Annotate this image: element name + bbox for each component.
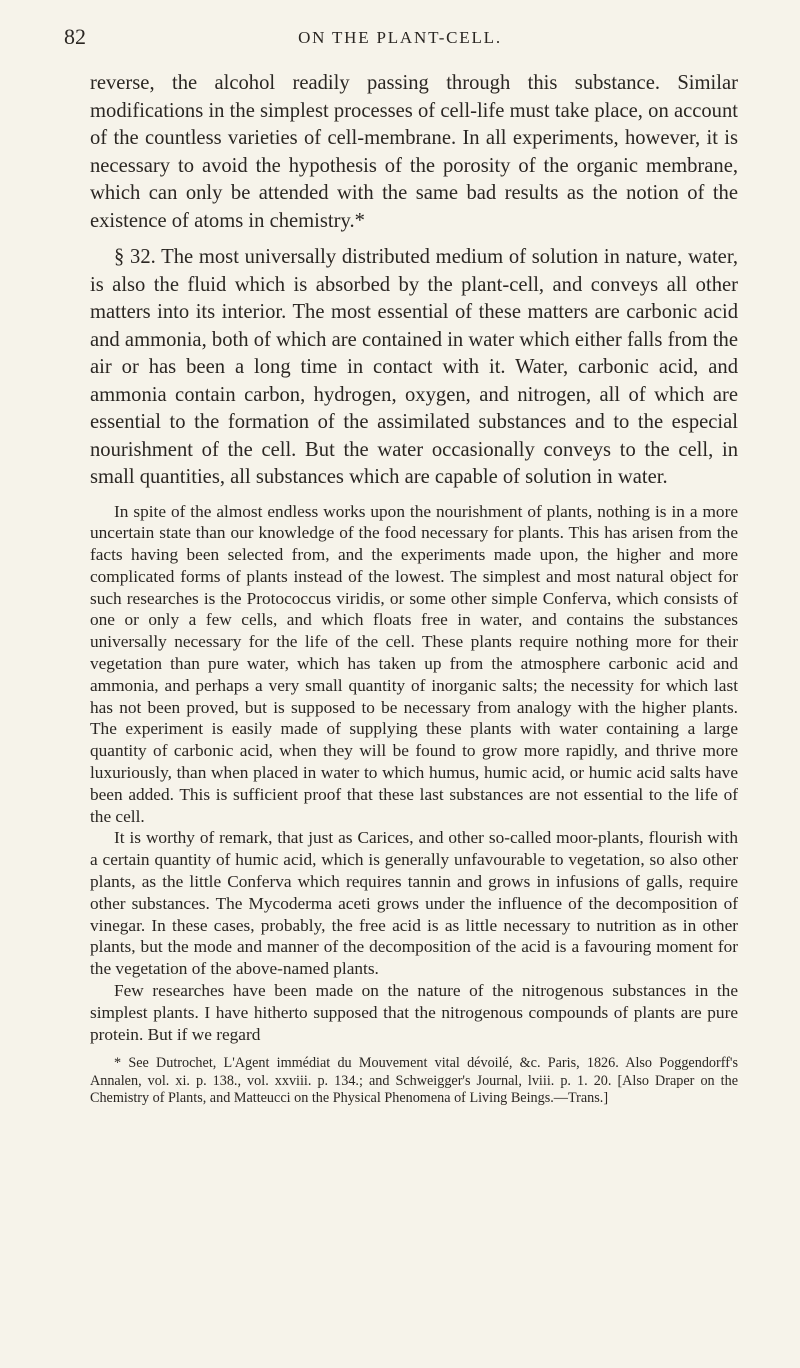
paragraph-continued: reverse, the alcohol readily passing through this substance. Similar modifications in the simplest processes of cell-life must take place, on account of the countless varieties of cell-membrane. In all experiments, however, it is necessary to avoid the hypothesis of the porosity of the organic membrane, which can only be attended with the same bad results as the notion of the existence of atoms in chemistry.* bbox=[90, 72, 738, 232]
paragraph-section-32: § 32. The most universally distributed medium of solution in nature, water, is also the fluid which is absorbed by the plant-cell, and conveys all other matters into its interior. The most essential of these matters are carbonic acid and ammonia, both of which are contained in water which either falls from the air or has been a long time in contact with it. Water, carbonic acid, and ammonia contain carbon, hydrogen, oxygen, and nitrogen, all of which are essential to the formation of the assimilated substances and to the especial nourishment of the cell. But the water occasionally conveys to the cell, in small quantities, all substances which are capable of solution in water. bbox=[90, 246, 738, 488]
running-title: ON THE PLANT-CELL. bbox=[298, 28, 502, 47]
paragraph-small-print-moor-plants: It is worthy of remark, that just as Carices, and other so-called moor-plants, flourish with a certain quantity of humic acid, which is generally unfavourable to vegetation, so also other plants, as the little Conferva which requires tannin and grows in infusions of galls, require other substances. The Mycoderma aceti grows under the influence of the decomposition of vinegar. In these cases, probably, the free acid is as little necessary to nutrition as in other plants, but the mode and manner of the decomposition of the acid is a favouring moment for the vegetation of the above-named plants. bbox=[90, 828, 738, 979]
paragraph-small-print-nitrogenous: Few researches have been made on the nature of the nitrogenous substances in the simplest plants. I have hitherto supposed that the nitrogenous compounds of plants are pure protein. But if we regard bbox=[90, 981, 738, 1044]
paragraph-small-print-nourishment: In spite of the almost endless works upon the nourishment of plants, nothing is in a more uncertain state than our knowledge of the food necessary for plants. This has arisen from the facts having been selected from, and the experiments made upon, the higher and more complicated forms of plants instead of the lowest. The simplest and most natural object for such researches is the Protococcus viridis, or some other simple Conferva, which consists of one or only a few cells, and which floats free in water, and contains the substances universally necessary for the life of the cell. These plants require nothing more for their vegetation than pure water, which has taken up from the atmosphere carbonic acid and ammonia, and perhaps a very small quantity of inorganic salts; the necessity for which last has not been proved, but is supposed to be necessary from analogy with the higher plants. The experiment is easily made of supplying these plants with water containing a large quantity of carbonic acid, when they will be found to grow more rapidly, and thrive more luxuriously, than when placed in water to which humus, humic acid, or humic acid salts have been added. This is sufficient proof that these last substances are not essential to the life of the cell. bbox=[90, 501, 738, 826]
page-body bbox=[90, 70, 738, 1108]
footnote: * See Dutrochet, L'Agent immédiat du Mouvement vital dévoilé, &c. Paris, 1826. Also Poggendorff's Annalen, vol. xi. p. 138., vol. xxviii. p. 134.; and Schweigger's Journal, lviii. p. 1. 20. [Also Draper on the Chemistry of Plants, and Matteucci on the Physical Phenomena of Living Beings.—Trans.] bbox=[90, 1055, 738, 1107]
page-number: 82 bbox=[64, 24, 86, 49]
